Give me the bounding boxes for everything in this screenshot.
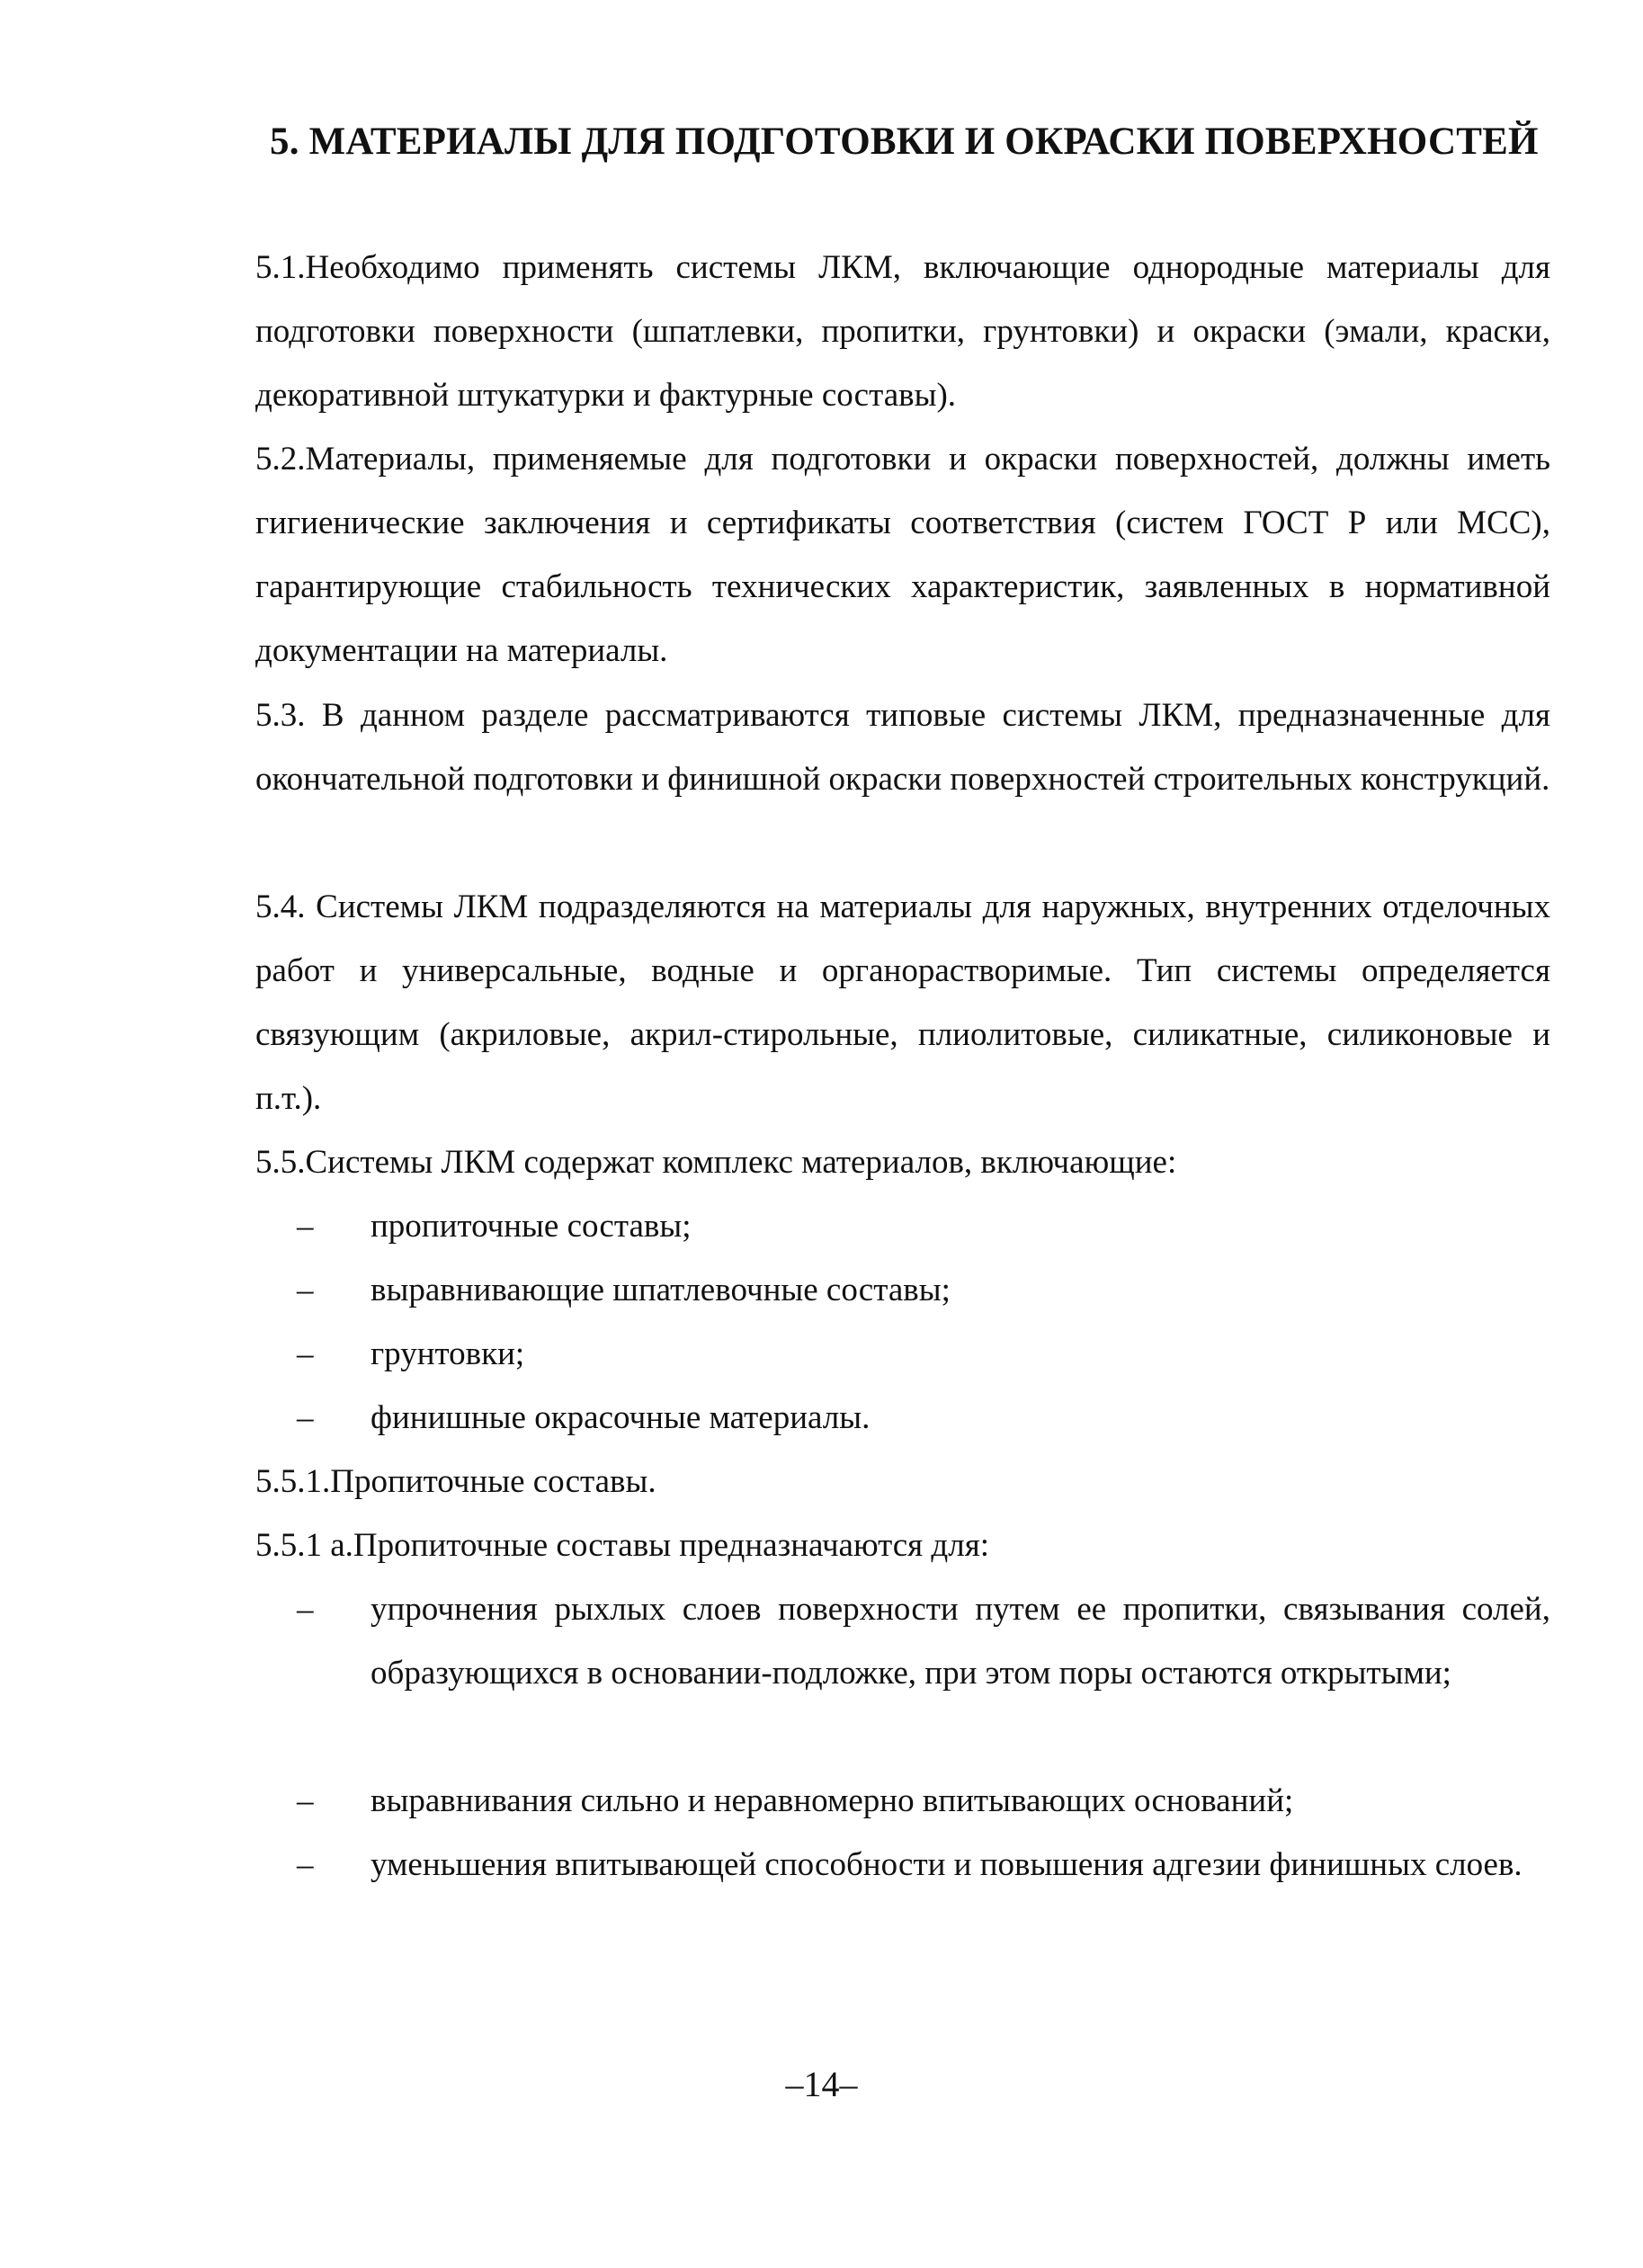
list-item-text: выравнивания сильно и неравномерно впитывающих оснований; bbox=[371, 1782, 1294, 1819]
paragraph-5-5-1: 5.5.1.Пропиточные составы. bbox=[255, 1463, 656, 1500]
section-heading: 5. МАТЕРИАЛЫ ДЛЯ ПОДГОТОВКИ И ОКРАСКИ ПОВЕРХНОСТЕЙ bbox=[270, 121, 1539, 163]
paragraph-5-5: 5.5.Системы ЛКМ содержат комплекс материалов, включающие: bbox=[255, 1144, 1177, 1181]
paragraph-5-1: 5.1.Необходимо применять системы ЛКМ, включающие однородные материалы для подготовки поверхности (шпатлевки, пропитки, грунтовки) и окраски (эмали, краски, декоративной штукатурки и фактурные составы). bbox=[255, 249, 1550, 414]
list-item-text: уменьшения впитывающей способности и повышения адгезии финишных слоев. bbox=[371, 1846, 1522, 1883]
list-item-text: выравнивающие шпатлевочные составы; bbox=[371, 1272, 951, 1308]
list-item-text: финишные окрасочные материалы. bbox=[371, 1399, 871, 1436]
bullet-dash: – bbox=[297, 1208, 314, 1245]
paragraph-5-5-1a: 5.5.1 а.Пропиточные составы предназначаются для: bbox=[255, 1527, 990, 1564]
page-number: –14– bbox=[785, 2064, 858, 2104]
list-item-text: упрочнения рыхлых слоев поверхности путем ее пропитки, связывания солей, образующихся в основании-подложке, при этом поры остаются открытыми; bbox=[371, 1591, 1550, 1692]
bullet-dash: – bbox=[297, 1399, 314, 1436]
paragraph-5-3: 5.3. В данном разделе рассматриваются типовые системы ЛКМ, предназначенные для окончательной подготовки и финишной окраски поверхностей строительных конструкций. bbox=[255, 697, 1550, 798]
bullet-dash: – bbox=[297, 1335, 314, 1372]
bullet-dash: – bbox=[297, 1591, 314, 1628]
bullet-dash: – bbox=[297, 1272, 314, 1308]
bullet-dash: – bbox=[297, 1846, 314, 1883]
paragraph-5-4: 5.4. Системы ЛКМ подразделяются на материалы для наружных, внутренних отделочных работ и универсальные, водные и органорастворимые. Тип системы определяется связующим (акриловые, акрил-стирольные, плиолитовые, силикатные, силиконовые и п.т.). bbox=[255, 888, 1550, 1117]
list-item-text: пропиточные составы; bbox=[371, 1208, 692, 1245]
list-item-text: грунтовки; bbox=[371, 1335, 525, 1372]
paragraph-5-2: 5.2.Материалы, применяемые для подготовки и окраски поверхностей, должны иметь гигиенические заключения и сертификаты соответствия (систем ГОСТ Р или МСС), гарантирующие стабильность технических характеристик, заявленных в нормативной документации на материалы. bbox=[255, 441, 1550, 669]
bullet-dash: – bbox=[297, 1782, 314, 1819]
